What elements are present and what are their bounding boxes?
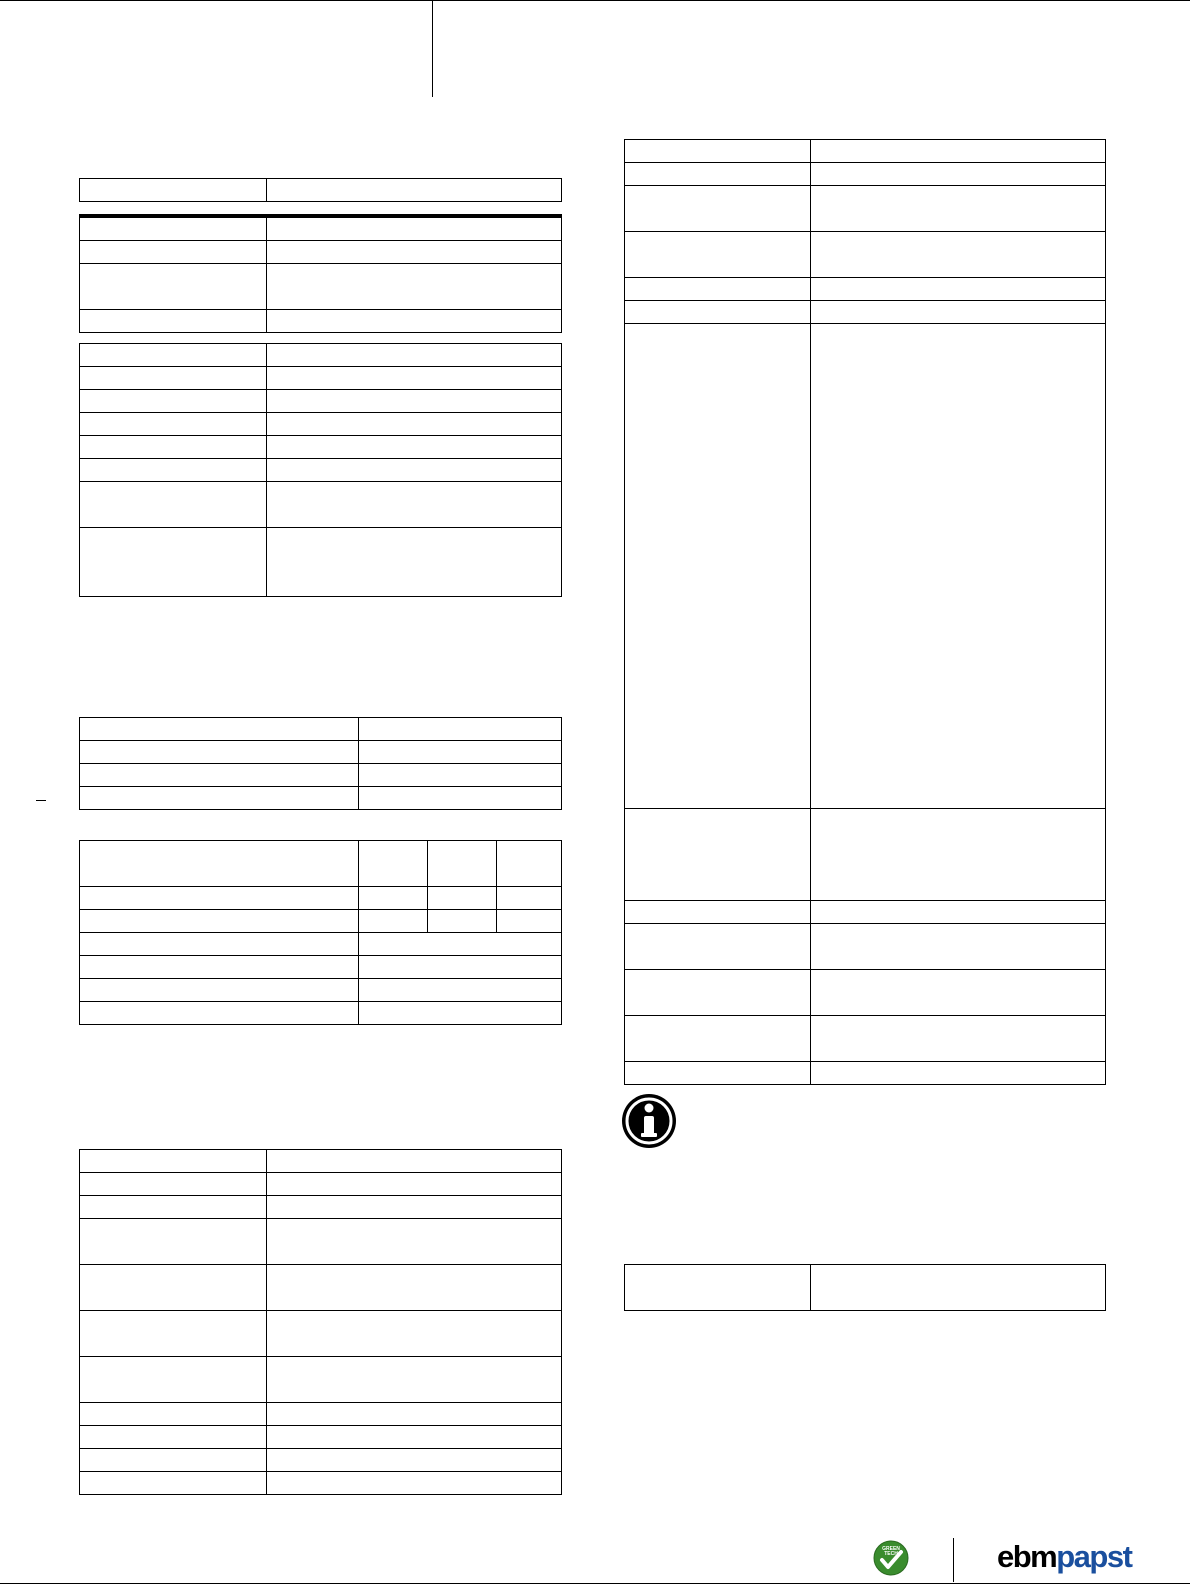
spec-table-header: [79, 178, 562, 202]
logo-papst: papst: [1056, 1539, 1132, 1574]
spec-table-ratings: [79, 840, 562, 1025]
spec-table-mechanical: [79, 1149, 562, 1495]
spec-table-technical: [624, 139, 1106, 1085]
spec-table-general: [79, 217, 562, 333]
badge-text-green: GREEN: [882, 1546, 900, 1552]
ebmpapst-logo: [997, 1541, 1131, 1572]
badge-text-tech: TECH: [884, 1551, 898, 1557]
spec-table-electrical: [79, 343, 562, 597]
footer-rule: [0, 1583, 1190, 1584]
spec-table-notes: [624, 1264, 1106, 1311]
header-divider: [432, 0, 433, 97]
logo-separator: [953, 1538, 954, 1582]
logo-ebm: ebm: [997, 1539, 1057, 1574]
margin-mark: [36, 800, 46, 801]
green-tech-badge-icon: [873, 1540, 909, 1576]
header-top-rule: [0, 0, 1190, 1]
info-icon: [621, 1093, 677, 1149]
spec-table-operating: [79, 717, 562, 810]
